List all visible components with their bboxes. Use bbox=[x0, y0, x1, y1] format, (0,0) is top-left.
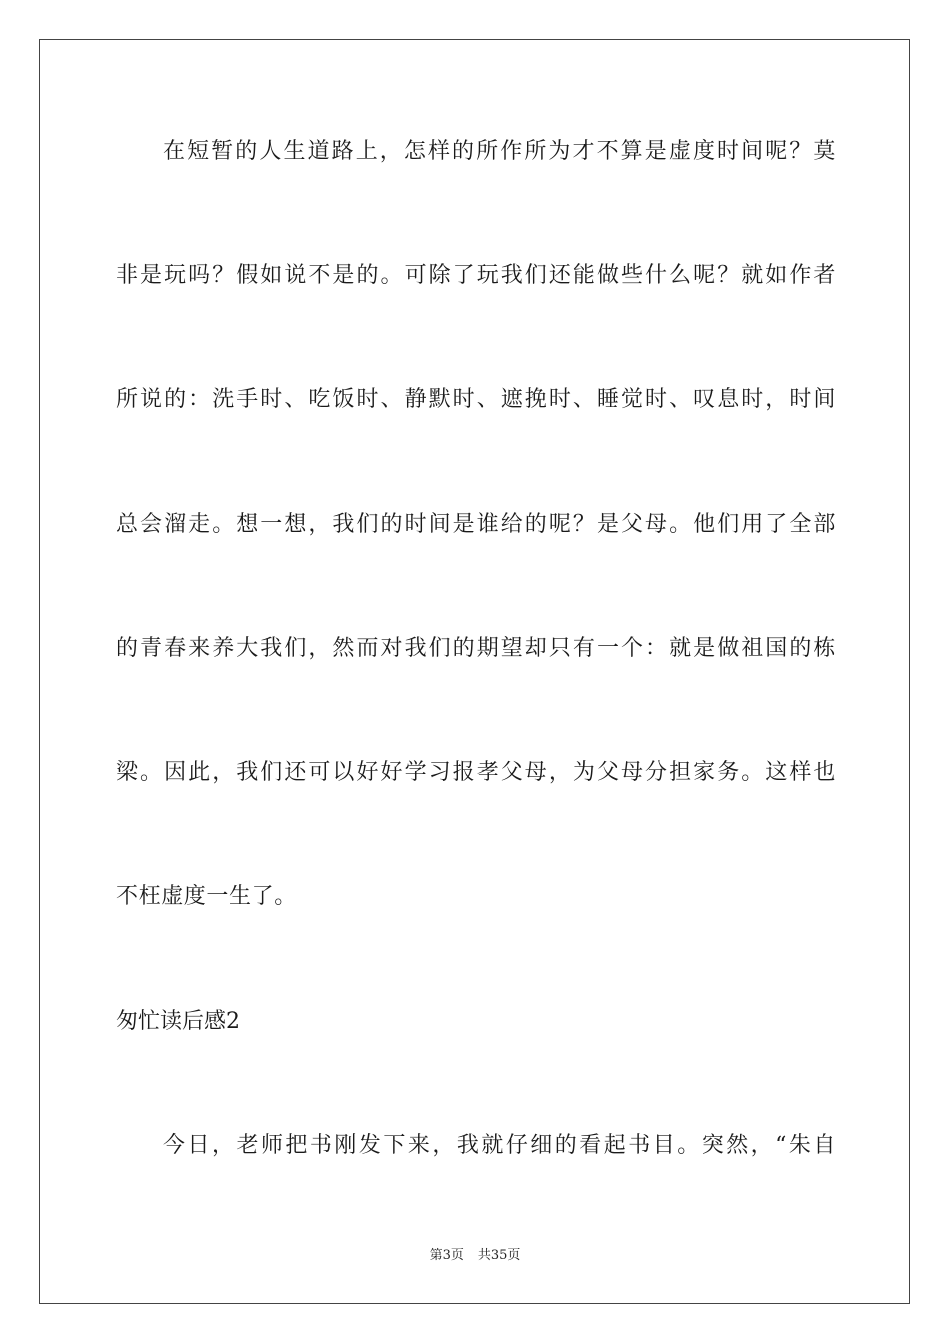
paragraph-1-line-6: 梁。因此，我们还可以好好学习报孝父母，为父母分担家务。这样也 bbox=[116, 760, 836, 785]
total-page-count: 共35页 bbox=[477, 1248, 521, 1263]
section-heading: 匆忙读后感2 bbox=[116, 1009, 240, 1034]
paragraph-1-line-3: 所说的：洗手时、吃饭时、静默时、遮挽时、睡觉时、叹息时，时间 bbox=[116, 387, 836, 412]
page-footer bbox=[0, 1247, 950, 1265]
paragraph-1-line-5: 的青春来养大我们，然而对我们的期望却只有一个：就是做祖国的栋 bbox=[116, 636, 836, 661]
current-page-number: 第3页 bbox=[429, 1248, 464, 1263]
page-frame bbox=[39, 39, 910, 1304]
paragraph-1-line-1: 在短暂的人生道路上，怎样的所作所为才不算是虚度时间呢？莫 bbox=[163, 139, 836, 164]
paragraph-1-line-4: 总会溜走。想一想，我们的时间是谁给的呢？是父母。他们用了全部 bbox=[116, 512, 836, 537]
paragraph-1-line-2: 非是玩吗？假如说不是的。可除了玩我们还能做些什么呢？就如作者 bbox=[116, 263, 836, 288]
paragraph-1-line-7: 不枉虚度一生了。 bbox=[116, 884, 297, 909]
paragraph-2-line-1: 今日，老师把书刚发下来，我就仔细的看起书目。突然，“朱自 bbox=[163, 1133, 836, 1158]
